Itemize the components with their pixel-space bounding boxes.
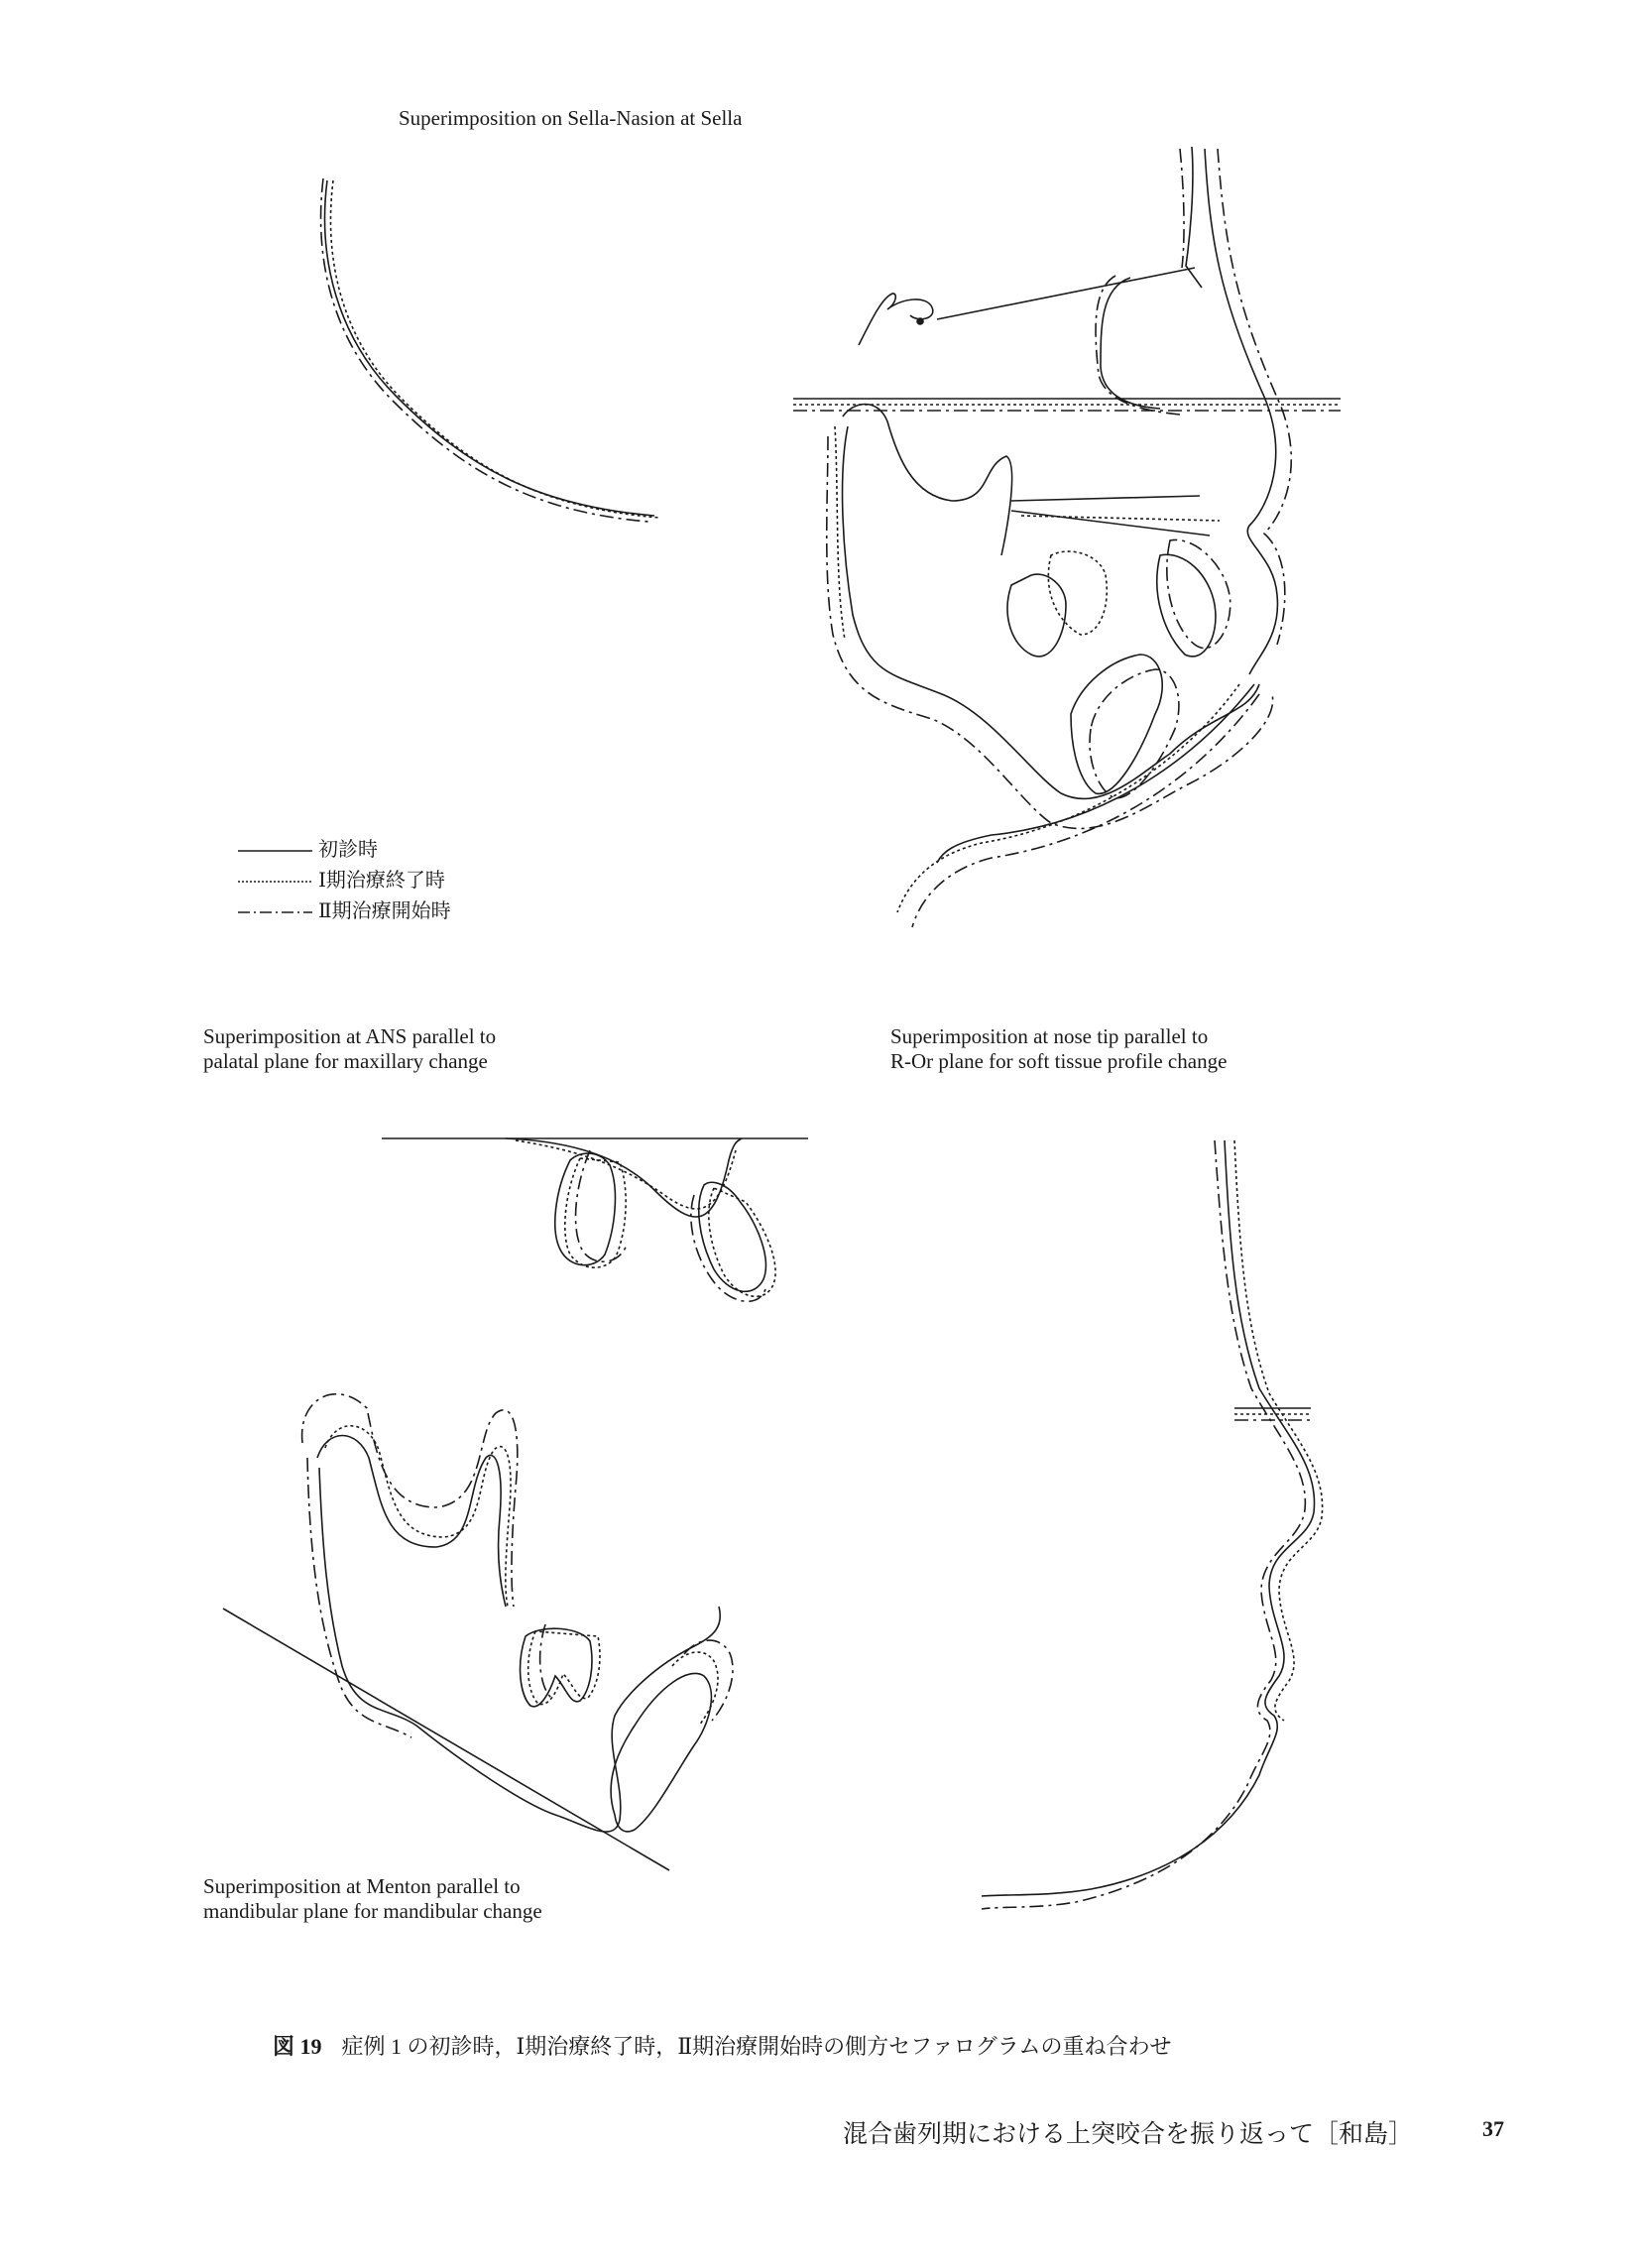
ans-title-line-2: palatal plane for maxillary change	[203, 1049, 488, 1073]
sella-panel-title	[399, 106, 742, 131]
nose-tip-superimposition	[982, 1140, 1323, 1909]
legend-label: Ⅰ期治療終了時	[318, 870, 445, 892]
dashdot-line-swatch	[238, 907, 312, 917]
nose-panel-title	[890, 1024, 1227, 1074]
legend-item-solid	[238, 835, 451, 866]
running-title: 混合歯列期における上突咬合を振り返って［和島］	[843, 2121, 1414, 2148]
legend-item-dashdot	[238, 896, 451, 927]
menton-panel-title	[203, 1874, 542, 1924]
menton-superimposition	[223, 1394, 733, 1870]
sella-nasion-superimposition	[321, 147, 1341, 927]
sella-title-text: Superimposition on Sella-Nasion at Sella	[399, 106, 743, 130]
sn-line	[937, 268, 1195, 319]
ans-superimposition	[382, 1138, 808, 1301]
page-number: 37	[1482, 2116, 1504, 2141]
legend-label: 初診時	[318, 839, 378, 861]
solid-line-swatch	[238, 846, 312, 856]
ans-panel-title	[203, 1024, 496, 1074]
legend-label: Ⅱ期治療開始時	[318, 900, 451, 922]
nose-title-line-2: R-Or plane for soft tissue profile change	[890, 1049, 1228, 1073]
legend-item-dotted	[238, 866, 451, 896]
menton-title-line-2: mandibular plane for mandibular change	[203, 1899, 542, 1923]
line-style-legend	[238, 835, 451, 927]
sella-handwritten-mark	[859, 294, 933, 345]
ans-title-line-1: Superimposition at ANS parallel to	[203, 1024, 497, 1048]
menton-title-line-1: Superimposition at Menton parallel to	[203, 1874, 521, 1898]
dotted-line-swatch	[238, 877, 312, 887]
figure-number: 図 19	[273, 2034, 322, 2059]
figure-caption	[273, 2030, 1172, 2061]
nose-title-line-1: Superimposition at nose tip parallel to	[890, 1024, 1209, 1048]
caption-text: 症例 1 の初診時，Ⅰ期治療終了時，Ⅱ期治療開始時の側方セファログラムの重ね合わせ	[341, 2034, 1172, 2059]
